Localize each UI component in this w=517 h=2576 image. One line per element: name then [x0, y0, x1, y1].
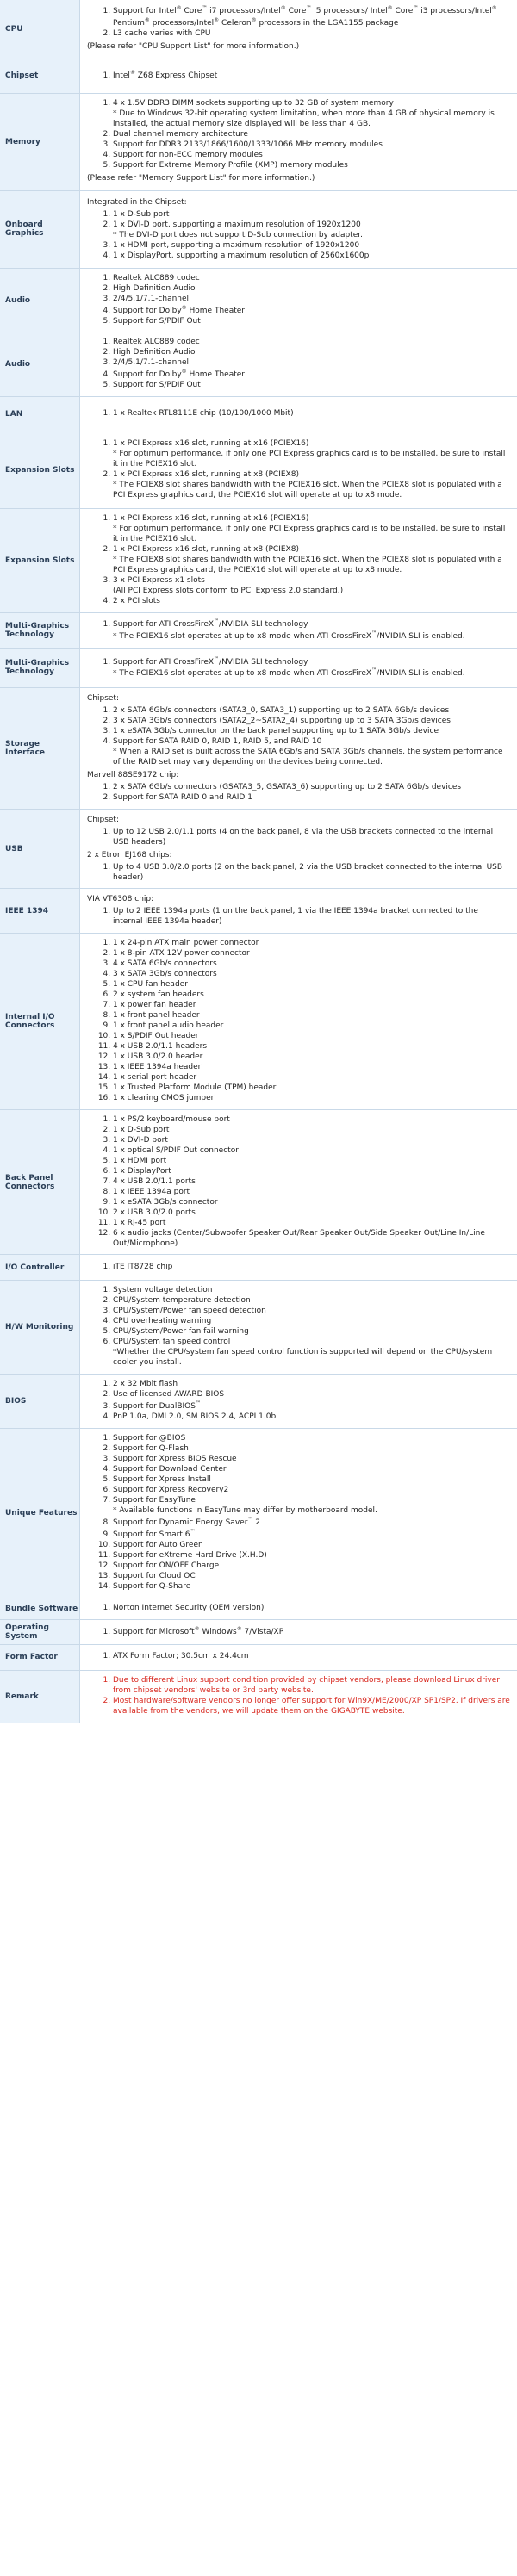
- spec-row: [0, 1670, 517, 1723]
- spec-list-item: 1. Up to 2 IEEE 1394a ports (1 on the back panel, 1 via the IEEE 1394a bracket connected to the internal IEEE 1394a header): [113, 907, 510, 928]
- spec-row-value: [80, 1644, 517, 1670]
- spec-row-value: [80, 1619, 517, 1644]
- spec-list-item: 6. CPU/System fan speed control *Whether the CPU/system fan speed control function is supported will depend on the CPU/system cooler you install.: [113, 1338, 510, 1369]
- spec-row-label: Multi-Graphics Technology: [0, 648, 80, 687]
- spec-row-label: LAN: [0, 397, 80, 431]
- spec-row: [0, 397, 517, 431]
- spec-list-item: 5. Support for Xpress Install: [113, 1475, 510, 1486]
- spec-row-label: Internal I/O Connectors: [0, 934, 80, 1110]
- spec-list-item: 1. 2 x SATA 6Gb/s connectors (SATA3_0, SATA3_1) supporting up to 2 SATA 6Gb/s devices: [113, 706, 510, 717]
- spec-row: [0, 1255, 517, 1281]
- spec-row-label: Back Panel Connectors: [0, 1109, 80, 1255]
- spec-list-item: 3. 1 x eSATA 3Gb/s connector on the back panel supporting up to 1 SATA 3Gb/s device: [113, 727, 510, 737]
- spec-list-item: 13. 1 x IEEE 1394a header: [113, 1063, 510, 1073]
- spec-row-label: Bundle Software: [0, 1598, 80, 1619]
- spec-row-label: Operating System: [0, 1619, 80, 1644]
- spec-list-item: 7. 1 x power fan header: [113, 1001, 510, 1011]
- spec-row-value: [80, 59, 517, 93]
- spec-list-item: 14. 1 x serial port header: [113, 1073, 510, 1083]
- spec-list-item: 7. 4 x USB 2.0/1.1 ports: [113, 1177, 510, 1188]
- spec-list: [87, 1604, 510, 1614]
- spec-row-value: [80, 431, 517, 509]
- spec-list-item: 1. 1 x PS/2 keyboard/mouse port: [113, 1115, 510, 1126]
- spec-list-item: 6. 2 x system fan headers: [113, 990, 510, 1001]
- spec-row-label: H/W Monitoring: [0, 1281, 80, 1375]
- spec-list-item: 10. 1 x S/PDIF Out header: [113, 1032, 510, 1042]
- spec-row-label: I/O Controller: [0, 1255, 80, 1281]
- spec-list-item: 3. 2/4/5.1/7.1-channel: [113, 358, 510, 369]
- spec-list-item: 7. Support for EasyTune * Available functions in EasyTune may differ by motherboard model.: [113, 1496, 510, 1517]
- spec-list: [87, 514, 510, 607]
- spec-list: [87, 706, 510, 768]
- spec-row-value: [80, 1670, 517, 1723]
- spec-list-item: 8. 1 x IEEE 1394a port: [113, 1188, 510, 1198]
- spec-row-value: [80, 934, 517, 1110]
- spec-row: [0, 889, 517, 934]
- spec-list-item: 12. 6 x audio jacks (Center/Subwoofer Speaker Out/Rear Speaker Out/Side Speaker Out/Line In/Line Out/Microphone): [113, 1229, 510, 1250]
- spec-list-item: 2. Most hardware/software vendors no longer offer support for Win9X/ME/2000/XP SP1/SP2. If drivers are available from the vendors, we will update them on the GIGABYTE website.: [113, 1697, 510, 1717]
- spec-list-item: 1. Support for @BIOS: [113, 1434, 510, 1444]
- spec-list-item: 10. Support for Auto Green: [113, 1541, 510, 1551]
- spec-row-value: [80, 809, 517, 889]
- spec-list: [87, 1652, 510, 1662]
- spec-list-item: 2. L3 cache varies with CPU: [113, 29, 510, 40]
- spec-list-item: 8. Support for Dynamic Energy Saver™ 2: [113, 1517, 510, 1529]
- spec-row-value: [80, 509, 517, 613]
- spec-list-item: 2. CPU/System temperature detection: [113, 1296, 510, 1307]
- spec-list-item: 1. 1 x Realtek RTL8111E chip (10/100/1000 Mbit): [113, 409, 510, 419]
- group-title: 2 x Etron EJ168 chips:: [87, 850, 172, 860]
- spec-row-label: CPU: [0, 0, 80, 59]
- spec-list-item: 4. Support for Dolby® Home Theater: [113, 369, 510, 381]
- spec-row-label: Expansion Slots: [0, 431, 80, 509]
- spec-row-value: [80, 1375, 517, 1429]
- spec-list-item: 15. 1 x Trusted Platform Module (TPM) header: [113, 1083, 510, 1094]
- spec-list-item: 5. 1 x HDMI port: [113, 1157, 510, 1167]
- spec-list-item: 4. 2 x PCI slots: [113, 597, 510, 607]
- spec-list: [87, 210, 510, 262]
- spec-row-value: [80, 190, 517, 268]
- spec-list: [87, 274, 510, 327]
- spec-row-value: [80, 0, 517, 59]
- spec-row-value: [80, 397, 517, 431]
- spec-row-label: IEEE 1394: [0, 889, 80, 934]
- group-title: Marvell 88SE9172 chip:: [87, 770, 179, 779]
- spec-list-item: 2. Use of licensed AWARD BIOS: [113, 1390, 510, 1400]
- spec-list-item: 4. Support for SATA RAID 0, RAID 1, RAID 5, and RAID 10 * When a RAID set is built across the SATA 6Gb/s and SATA 3Gb/s channels, the system performance of the RAID set may vary depending on the devices being connected.: [113, 737, 510, 768]
- spec-row: [0, 809, 517, 889]
- spec-list: [87, 656, 510, 680]
- group-title: Chipset:: [87, 693, 119, 703]
- spec-row-value: [80, 687, 517, 809]
- spec-row-value: [80, 1255, 517, 1281]
- spec-row-label: Chipset: [0, 59, 80, 93]
- spec-list: [87, 99, 510, 171]
- spec-list-item: 1. Intel® Z68 Express Chipset: [113, 70, 510, 82]
- spec-list-item: 3. Support for Xpress BIOS Rescue: [113, 1455, 510, 1465]
- spec-row-label: Multi-Graphics Technology: [0, 613, 80, 649]
- spec-row-label: Unique Features: [0, 1429, 80, 1598]
- spec-list-item: 4. 1 x DisplayPort, supporting a maximum resolution of 2560x1600p: [113, 251, 510, 262]
- spec-list: [87, 5, 510, 40]
- spec-list: [87, 1380, 510, 1423]
- spec-list-item: 2. High Definition Audio: [113, 284, 510, 295]
- spec-row-label: BIOS: [0, 1375, 80, 1429]
- spec-list-item: 3. 1 x HDMI port, supporting a maximum resolution of 1920x1200: [113, 241, 510, 251]
- spec-list: [87, 439, 510, 501]
- spec-list-item: 1. 1 x D-Sub port: [113, 210, 510, 220]
- spec-row-value: [80, 1598, 517, 1619]
- spec-list-item: 5. 1 x CPU fan header: [113, 980, 510, 990]
- spec-row: [0, 934, 517, 1110]
- spec-list: [87, 70, 510, 82]
- spec-row: [0, 648, 517, 687]
- spec-list-item: 1. ATX Form Factor; 30.5cm x 24.4cm: [113, 1652, 510, 1662]
- spec-list: [87, 1115, 510, 1250]
- spec-row-value: [80, 332, 517, 397]
- spec-row: [0, 1281, 517, 1375]
- spec-list-item: 2. 1 x DVI-D port, supporting a maximum resolution of 1920x1200 * The DVI-D port does not support D-Sub connection by adapter.: [113, 220, 510, 241]
- spec-list: [87, 863, 510, 884]
- spec-list: [87, 1286, 510, 1369]
- spec-row-value: [80, 1109, 517, 1255]
- spec-list: [87, 1676, 510, 1717]
- spec-row-label: Form Factor: [0, 1644, 80, 1670]
- spec-list-item: 1. 2 x 32 Mbit flash: [113, 1380, 510, 1390]
- spec-list-item: 2. 3 x SATA 3Gb/s connectors (SATA2_2~SATA2_4) supporting up to 3 SATA 3Gb/s devices: [113, 717, 510, 727]
- spec-list-item: 3. 4 x SATA 6Gb/s connectors: [113, 959, 510, 970]
- spec-list-item: 11. 4 x USB 2.0/1.1 headers: [113, 1042, 510, 1052]
- spec-list-item: 16. 1 x clearing CMOS jumper: [113, 1094, 510, 1104]
- spec-list: [87, 1263, 510, 1273]
- spec-row: [0, 1619, 517, 1644]
- spec-list-item: 6. Support for Xpress Recovery2: [113, 1486, 510, 1496]
- spec-list-item: 1. 1 x PCI Express x16 slot, running at x16 (PCIEX16) * For optimum performance, if only one PCI Express graphics card is to be installed, be sure to install it in the PCIEX16 slot.: [113, 514, 510, 545]
- spec-list-item: 1. Support for ATI CrossFireX™/NVIDIA SLI technology * The PCIEX16 slot operates at up to x8 mode when ATI CrossFireX™/NVIDIA SLI is enabled.: [113, 656, 510, 680]
- spec-list: [87, 783, 510, 804]
- spec-row-label: Storage Interface: [0, 687, 80, 809]
- spec-row: [0, 0, 517, 59]
- spec-list-item: 1. iTE IT8728 chip: [113, 1263, 510, 1273]
- spec-row-value: [80, 1429, 517, 1598]
- spec-list: [87, 409, 510, 419]
- spec-list-item: 1. Support for Intel® Core™ i7 processors/Intel® Core™ i5 processors/ Intel® Core™ i3 processors/Intel® Pentium® processors/Intel® Celeron® processors in the LGA1155 package: [113, 5, 510, 29]
- spec-list: [87, 338, 510, 391]
- spec-list-item: 1. Norton Internet Security (OEM version): [113, 1604, 510, 1614]
- spec-list-item: 1. 4 x 1.5V DDR3 DIMM sockets supporting up to 32 GB of system memory * Due to Windows 32-bit operating system limitation, when more than 4 GB of physical memory is installed, the actual memory size displayed will be less than 4 GB.: [113, 99, 510, 130]
- spec-row: [0, 268, 517, 332]
- spec-row-value: [80, 648, 517, 687]
- spec-list-item: 4. 1 x optical S/PDIF Out connector: [113, 1146, 510, 1157]
- spec-row: [0, 1109, 517, 1255]
- spec-row-value: [80, 613, 517, 649]
- spec-list-item: 11. Support for eXtreme Hard Drive (X.H.D): [113, 1551, 510, 1561]
- spec-list-item: 3. Support for DDR3 2133/1866/1600/1333/1066 MHz memory modules: [113, 140, 510, 151]
- spec-row-value: [80, 889, 517, 934]
- spec-list-item: 1. 2 x SATA 6Gb/s connectors (GSATA3_5, GSATA3_6) supporting up to 2 SATA 6Gb/s devices: [113, 783, 510, 793]
- spec-list-item: 2. 1 x 8-pin ATX 12V power connector: [113, 949, 510, 959]
- spec-row-label: Audio: [0, 332, 80, 397]
- spec-list: [87, 618, 510, 642]
- spec-list-item: 4. 3 x SATA 3Gb/s connectors: [113, 970, 510, 980]
- spec-list: [87, 1434, 510, 1592]
- spec-row-label: Remark: [0, 1670, 80, 1723]
- spec-list-item: 13. Support for Cloud OC: [113, 1572, 510, 1582]
- spec-list: [87, 1626, 510, 1638]
- group-title: VIA VT6308 chip:: [87, 895, 154, 904]
- spec-note: (Please refer "CPU Support List" for more information.): [87, 41, 300, 51]
- spec-row: [0, 509, 517, 613]
- spec-list-item: 3. CPU/System/Power fan speed detection: [113, 1307, 510, 1317]
- group-title: Integrated in the Chipset:: [87, 197, 187, 207]
- spec-row-label: Expansion Slots: [0, 509, 80, 613]
- spec-row: [0, 687, 517, 809]
- spec-row: [0, 1598, 517, 1619]
- spec-list-item: 2. 1 x PCI Express x16 slot, running at x8 (PCIEX8) * The PCIEX8 slot shares bandwidth with the PCIEX16 slot. When the PCIEX8 slot is populated with a PCI Express graphics card, the PCIEX16 slot will operate at up to x8 mode.: [113, 545, 510, 576]
- spec-list-item: 1. Realtek ALC889 codec: [113, 274, 510, 284]
- spec-list-item: 9. 1 x front panel audio header: [113, 1021, 510, 1032]
- spec-list-item: 4. CPU overheating warning: [113, 1317, 510, 1327]
- spec-list-item: 2. Dual channel memory architecture: [113, 130, 510, 140]
- spec-list-item: 1. Support for Microsoft® Windows® 7/Vista/XP: [113, 1626, 510, 1638]
- spec-row-value: [80, 93, 517, 190]
- spec-list: [87, 939, 510, 1104]
- spec-list-item: 4. PnP 1.0a, DMI 2.0, SM BIOS 2.4, ACPI 1.0b: [113, 1412, 510, 1423]
- spec-list-item: 8. 1 x front panel header: [113, 1011, 510, 1021]
- spec-list-item: 1. Realtek ALC889 codec: [113, 338, 510, 348]
- spec-list-item: 5. Support for Extreme Memory Profile (XMP) memory modules: [113, 161, 510, 171]
- spec-list-item: 2. 1 x D-Sub port: [113, 1126, 510, 1136]
- spec-list-item: 1. 1 x PCI Express x16 slot, running at x16 (PCIEX16) * For optimum performance, if only one PCI Express graphics card is to be installed, be sure to install it in the PCIEX16 slot.: [113, 439, 510, 470]
- spec-row: [0, 1375, 517, 1429]
- spec-list: [87, 828, 510, 848]
- spec-row: [0, 613, 517, 649]
- spec-row-value: [80, 1281, 517, 1375]
- spec-list-item: 10. 2 x USB 3.0/2.0 ports: [113, 1208, 510, 1219]
- spec-list-item: 12. 1 x USB 3.0/2.0 header: [113, 1052, 510, 1063]
- spec-list-item: 1. Support for ATI CrossFireX™/NVIDIA SLI technology * The PCIEX16 slot operates at up to x8 mode when ATI CrossFireX™/NVIDIA SLI is enabled.: [113, 618, 510, 642]
- spec-list: [87, 907, 510, 928]
- spec-list-item: 2. Support for Q-Flash: [113, 1444, 510, 1455]
- spec-list-item: 3. 2/4/5.1/7.1-channel: [113, 295, 510, 305]
- spec-row-value: [80, 268, 517, 332]
- spec-list-item: 12. Support for ON/OFF Charge: [113, 1561, 510, 1572]
- spec-list-item: 9. Support for Smart 6™: [113, 1529, 510, 1541]
- spec-list-item: 2. Support for SATA RAID 0 and RAID 1: [113, 793, 510, 804]
- spec-list-item: 1. Up to 12 USB 2.0/1.1 ports (4 on the back panel, 8 via the USB brackets connected to the internal USB headers): [113, 828, 510, 848]
- spec-list-item: 2. High Definition Audio: [113, 348, 510, 358]
- spec-row-label: Audio: [0, 268, 80, 332]
- spec-list-item: 4. Support for non-ECC memory modules: [113, 151, 510, 161]
- spec-list-item: 3. 1 x DVI-D port: [113, 1136, 510, 1146]
- spec-list-item: 3. Support for DualBIOS™: [113, 1400, 510, 1412]
- spec-row: [0, 431, 517, 509]
- spec-row: [0, 332, 517, 397]
- spec-row: [0, 1429, 517, 1598]
- spec-list-item: 14. Support for Q-Share: [113, 1582, 510, 1592]
- spec-row: [0, 59, 517, 93]
- spec-list-item: 1. 1 x 24-pin ATX main power connector: [113, 939, 510, 949]
- spec-list-item: 3. 3 x PCI Express x1 slots (All PCI Express slots conform to PCI Express 2.0 standard.): [113, 576, 510, 597]
- spec-note: (Please refer "Memory Support List" for more information.): [87, 173, 315, 183]
- spec-list-item: 1. Up to 4 USB 3.0/2.0 ports (2 on the back panel, 2 via the USB bracket connected to the internal USB header): [113, 863, 510, 884]
- spec-list-item: 11. 1 x RJ-45 port: [113, 1219, 510, 1229]
- spec-list-item: 1. Due to different Linux support condition provided by chipset vendors, please download Linux driver from chipset vendors' website or 3rd party website.: [113, 1676, 510, 1697]
- spec-list-item: 2. 1 x PCI Express x16 slot, running at x8 (PCIEX8) * The PCIEX8 slot shares bandwidth with the PCIEX16 slot. When the PCIEX8 slot is populated with a PCI Express graphics card, the PCIEX16 slot will operate at up to x8 mode.: [113, 470, 510, 501]
- spec-list-item: 1. System voltage detection: [113, 1286, 510, 1296]
- group-title: Chipset:: [87, 815, 119, 824]
- spec-list-item: 5. Support for S/PDIF Out: [113, 317, 510, 327]
- spec-row: [0, 1644, 517, 1670]
- spec-row: [0, 93, 517, 190]
- spec-row-label: Onboard Graphics: [0, 190, 80, 268]
- spec-row-label: Memory: [0, 93, 80, 190]
- spec-row: [0, 190, 517, 268]
- spec-list-item: 6. 1 x DisplayPort: [113, 1167, 510, 1177]
- spec-list-item: 4. Support for Dolby® Home Theater: [113, 305, 510, 317]
- spec-list-item: 5. CPU/System/Power fan fail warning: [113, 1327, 510, 1338]
- spec-list-item: 4. Support for Download Center: [113, 1465, 510, 1475]
- spec-row-label: USB: [0, 809, 80, 889]
- spec-list-item: 5. Support for S/PDIF Out: [113, 381, 510, 391]
- spec-list-item: 9. 1 x eSATA 3Gb/s connector: [113, 1198, 510, 1208]
